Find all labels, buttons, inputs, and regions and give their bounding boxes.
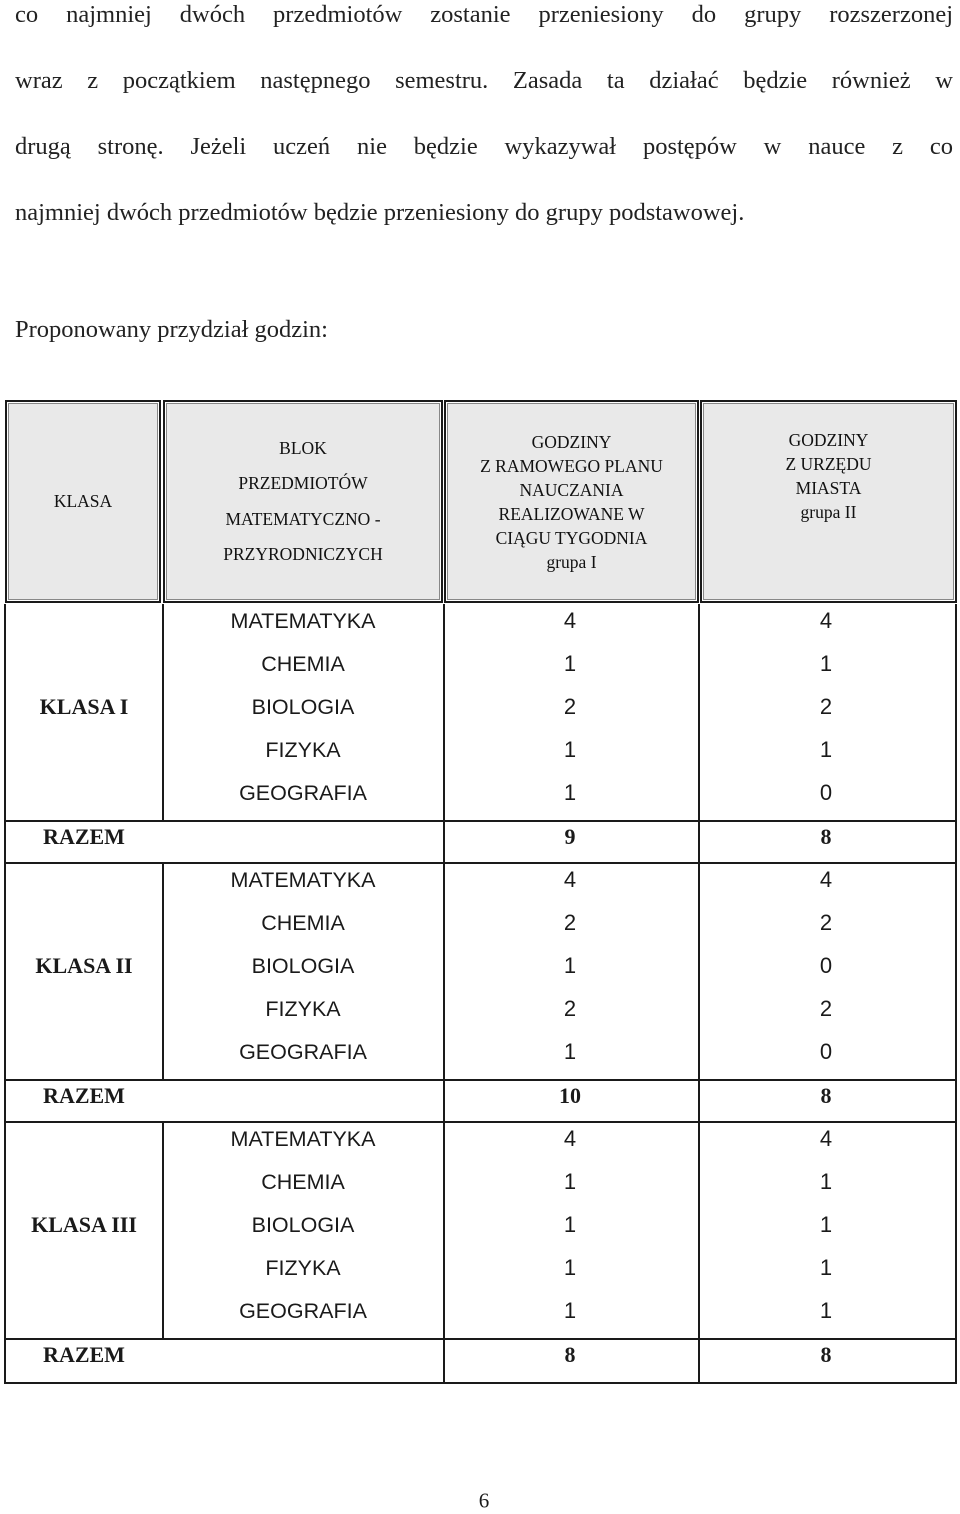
subject-cell: MATEMATYKA xyxy=(230,609,376,633)
table-divider xyxy=(698,604,700,822)
hours-grupa-1: 1 xyxy=(563,1039,577,1064)
paragraph-line: drugą stronę. Jeżeli uczeń nie będzie wykazywał postępów w nauce z co xyxy=(15,133,953,160)
table-divider xyxy=(698,822,700,864)
subject-cell: BIOLOGIA xyxy=(251,1213,355,1237)
subject-cell: CHEMIA xyxy=(261,911,345,935)
header-g1-line: NAUCZANIA xyxy=(519,479,624,500)
table-divider xyxy=(443,1081,445,1123)
hours-grupa-1: 2 xyxy=(563,996,577,1021)
header-g1-line: CIĄGU TYGODNIA xyxy=(495,527,648,548)
subject-cell: CHEMIA xyxy=(261,652,345,676)
hours-grupa-1: 1 xyxy=(563,1212,577,1237)
klasa-label: KLASA I xyxy=(39,694,129,719)
hours-grupa-2: 2 xyxy=(819,910,833,935)
hours-grupa-1: 1 xyxy=(563,780,577,805)
header-klasa-label: KLASA xyxy=(53,491,113,511)
hours-grupa-2: 0 xyxy=(819,1039,833,1064)
page-number: 6 xyxy=(478,1488,490,1513)
subject-cell: GEOGRAFIA xyxy=(239,1040,367,1064)
hours-grupa-2: 1 xyxy=(819,651,833,676)
table-divider xyxy=(698,1123,700,1340)
table-divider xyxy=(698,1081,700,1123)
table-divider xyxy=(162,864,164,1081)
header-klasa xyxy=(5,400,161,603)
razem-grupa-1: 8 xyxy=(564,1342,576,1367)
hours-grupa-2: 0 xyxy=(819,953,833,978)
hours-grupa-1: 1 xyxy=(563,1255,577,1280)
header-g2-line: GODZINY xyxy=(788,430,869,450)
hours-grupa-1: 4 xyxy=(563,1126,577,1151)
razem-grupa-2: 8 xyxy=(820,1342,832,1367)
subject-cell: FIZYKA xyxy=(265,1256,341,1280)
header-blok xyxy=(163,400,443,603)
table-row-line xyxy=(4,1079,957,1081)
hours-grupa-2: 1 xyxy=(819,1255,833,1280)
klasa-label: KLASA II xyxy=(35,953,133,978)
header-blok-line: PRZEDMIOTÓW xyxy=(238,473,368,493)
subject-cell: MATEMATYKA xyxy=(230,868,376,892)
subject-cell: BIOLOGIA xyxy=(251,954,355,978)
table-row-line xyxy=(4,1121,957,1123)
subject-cell: FIZYKA xyxy=(265,997,341,1021)
subject-cell: FIZYKA xyxy=(265,738,341,762)
header-godziny-grupa-2 xyxy=(700,400,957,603)
paragraph-line: najmniej dwóch przedmiotów będzie przeniesiony do grupy podstawowej. xyxy=(15,199,745,226)
table-row-line xyxy=(4,1338,957,1340)
hours-grupa-1: 2 xyxy=(563,910,577,935)
hours-grupa-2: 4 xyxy=(819,1126,833,1151)
table-intro: Proponowany przydział godzin: xyxy=(15,316,328,343)
hours-grupa-2: 0 xyxy=(819,780,833,805)
table-border xyxy=(4,604,6,1384)
hours-grupa-2: 4 xyxy=(819,867,833,892)
table-divider xyxy=(162,604,164,822)
razem-label: RAZEM xyxy=(43,1342,125,1367)
hours-grupa-1: 1 xyxy=(563,1298,577,1323)
hours-grupa-2: 1 xyxy=(819,1169,833,1194)
klasa-label: KLASA III xyxy=(31,1212,137,1237)
paragraph-line: co najmniej dwóch przedmiotów zostanie przeniesiony do grupy rozszerzonej xyxy=(15,1,953,28)
header-g2-line: grupa II xyxy=(800,502,857,522)
table-header xyxy=(5,400,957,605)
header-blok-line: BLOK xyxy=(279,437,327,458)
razem-label: RAZEM xyxy=(43,1083,125,1108)
hours-grupa-2: 1 xyxy=(819,737,833,762)
header-g1-line: REALIZOWANE W xyxy=(498,503,645,524)
table-divider xyxy=(443,822,445,864)
hours-grupa-1: 1 xyxy=(563,953,577,978)
table-row-line xyxy=(4,1382,957,1384)
subject-cell: GEOGRAFIA xyxy=(239,1299,367,1323)
table-divider xyxy=(443,1123,445,1340)
hours-grupa-2: 1 xyxy=(819,1298,833,1323)
header-g1-line: GODZINY xyxy=(531,431,612,452)
hours-grupa-1: 2 xyxy=(563,694,577,719)
table-divider xyxy=(443,604,445,822)
header-blok-line: MATEMATYCZNO - xyxy=(225,508,381,529)
table-divider xyxy=(162,1123,164,1340)
table-row-line xyxy=(4,862,957,864)
razem-grupa-2: 8 xyxy=(820,1083,832,1108)
header-g1-line: grupa I xyxy=(546,551,597,572)
table-row-line xyxy=(4,820,957,822)
hours-grupa-1: 1 xyxy=(563,1169,577,1194)
subject-cell: BIOLOGIA xyxy=(251,695,355,719)
header-g2-line: MIASTA xyxy=(795,478,862,498)
header-g1-line: Z RAMOWEGO PLANU xyxy=(480,455,663,476)
header-blok-line: PRZYRODNICZYCH xyxy=(223,544,383,564)
razem-grupa-2: 8 xyxy=(820,824,832,849)
subject-cell: GEOGRAFIA xyxy=(239,781,367,805)
hours-grupa-2: 2 xyxy=(819,996,833,1021)
header-g2-line: Z URZĘDU xyxy=(785,454,872,474)
hours-grupa-2: 2 xyxy=(819,694,833,719)
table-divider xyxy=(443,1340,445,1384)
hours-grupa-1: 4 xyxy=(563,867,577,892)
table-divider xyxy=(698,1340,700,1384)
hours-grupa-1: 4 xyxy=(563,608,577,633)
table-divider xyxy=(698,864,700,1081)
paragraph-line: wraz z początkiem następnego semestru. Zasada ta działać będzie również w xyxy=(15,67,953,94)
subject-cell: CHEMIA xyxy=(261,1170,345,1194)
hours-grupa-2: 4 xyxy=(819,608,833,633)
hours-grupa-2: 1 xyxy=(819,1212,833,1237)
table-border xyxy=(955,604,957,1384)
table-divider xyxy=(443,864,445,1081)
header-godziny-grupa-1 xyxy=(444,400,699,603)
razem-grupa-1: 10 xyxy=(559,1083,581,1108)
subject-cell: MATEMATYKA xyxy=(230,1127,376,1151)
razem-label: RAZEM xyxy=(43,824,125,849)
razem-grupa-1: 9 xyxy=(564,824,576,849)
hours-grupa-1: 1 xyxy=(563,651,577,676)
hours-grupa-1: 1 xyxy=(563,737,577,762)
